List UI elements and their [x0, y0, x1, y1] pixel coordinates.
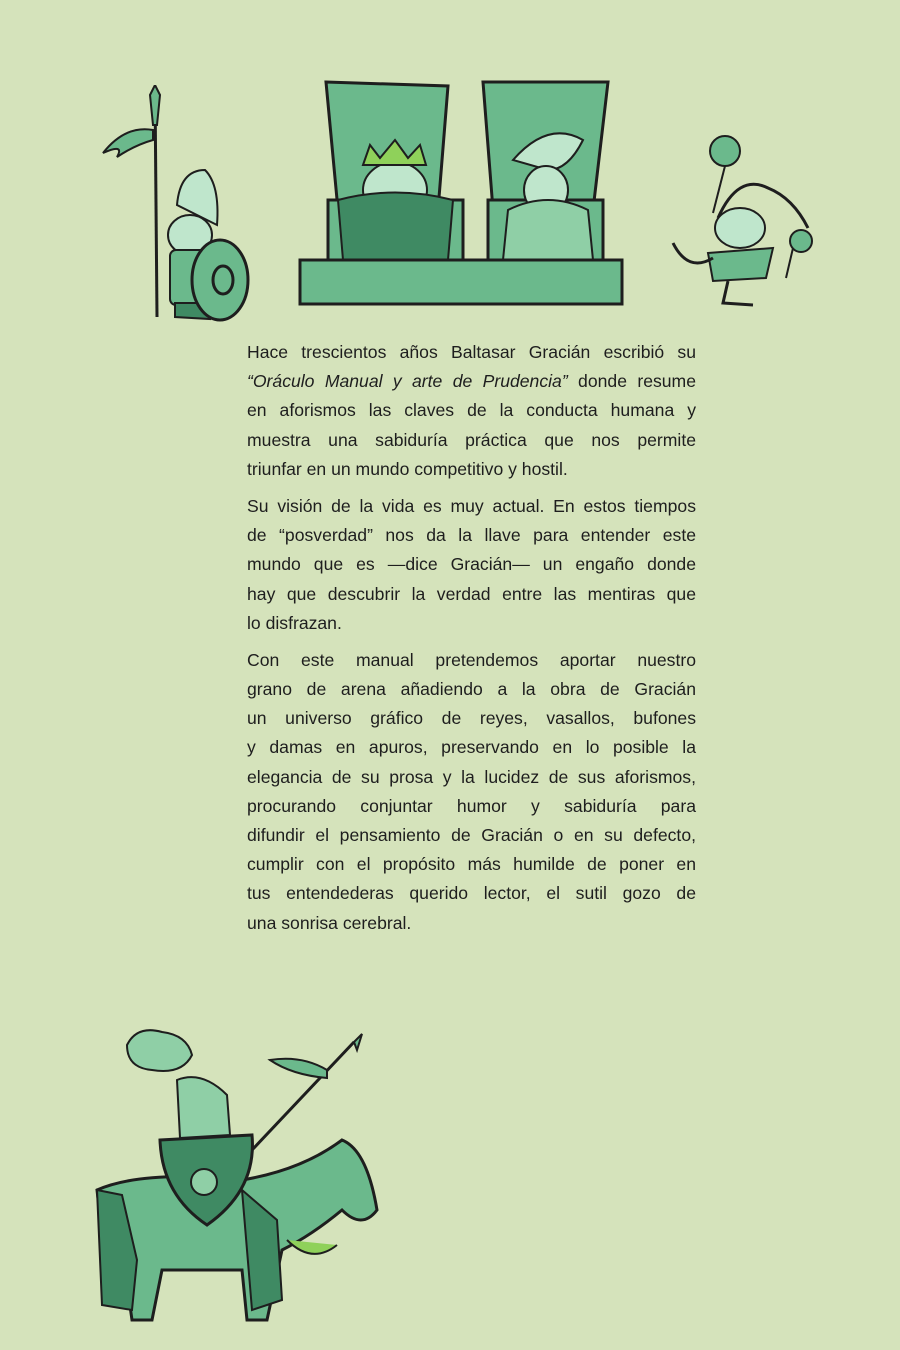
text-line [247, 338, 696, 367]
thrones-illustration [298, 80, 628, 310]
text-line [247, 521, 696, 550]
text-line [247, 492, 696, 521]
line-text: hay que descubrir la verdad entre las mentiras que [247, 583, 696, 604]
line-text: tus entendederas querido lector, el sutil gozo de [247, 883, 696, 904]
jester-illustration [668, 133, 823, 328]
line-text: de “posverdad” nos da la llave para entender este [247, 525, 696, 546]
text-line [247, 455, 696, 484]
text-line [247, 580, 696, 609]
line-text: triunfar en un mundo competitivo y hostil. [247, 458, 568, 479]
body-text [247, 338, 696, 946]
spearman-illustration [95, 85, 260, 325]
line-text: cumplir con el propósito más humilde de poner en [247, 854, 696, 875]
paragraph [247, 646, 696, 938]
text-line [247, 367, 696, 396]
text-line [247, 792, 696, 821]
text-line [247, 396, 696, 425]
paragraph [247, 338, 696, 484]
text-line [247, 609, 696, 638]
line-text: donde resume [567, 371, 696, 392]
line-text: lo disfrazan. [247, 612, 342, 633]
line-text: un universo gráfico de reyes, vasallos, bufones [247, 708, 696, 729]
text-line [247, 733, 696, 762]
text-line [247, 909, 696, 938]
text-line [247, 675, 696, 704]
line-text: Con este manual pretendemos aportar nuestro [247, 649, 696, 670]
text-line [247, 646, 696, 675]
line-text: Hace trescientos años Baltasar Gracián escribió su [247, 342, 696, 362]
book-title: “Oráculo Manual y arte de Prudencia” [247, 371, 568, 392]
line-text: Su visión de la vida es muy actual. En estos tiempos [247, 495, 696, 516]
text-line [247, 879, 696, 908]
line-text: una sonrisa cerebral. [247, 912, 412, 933]
text-line [247, 550, 696, 579]
line-text: procurando conjuntar humor y sabiduría para [247, 795, 696, 816]
line-text: y damas en apuros, preservando en lo posible la [247, 737, 696, 758]
line-text: muestra una sabiduría práctica que nos permite [247, 429, 696, 450]
knight-illustration [92, 1020, 392, 1325]
line-text: en aforismos las claves de la conducta humana y [247, 400, 696, 421]
line-text: mundo que es —dice Gracián— un engaño donde [247, 554, 696, 575]
text-line [247, 763, 696, 792]
line-text: grano de arena añadiendo a la obra de Gracián [247, 679, 696, 700]
paragraph [247, 492, 696, 638]
text-line [247, 426, 696, 455]
text-line [247, 850, 696, 879]
line-text: elegancia de su prosa y la lucidez de sus aforismos, [247, 766, 696, 787]
line-text: difundir el pensamiento de Gracián o en su defecto, [247, 825, 696, 845]
text-line [247, 704, 696, 733]
text-line [247, 821, 696, 850]
